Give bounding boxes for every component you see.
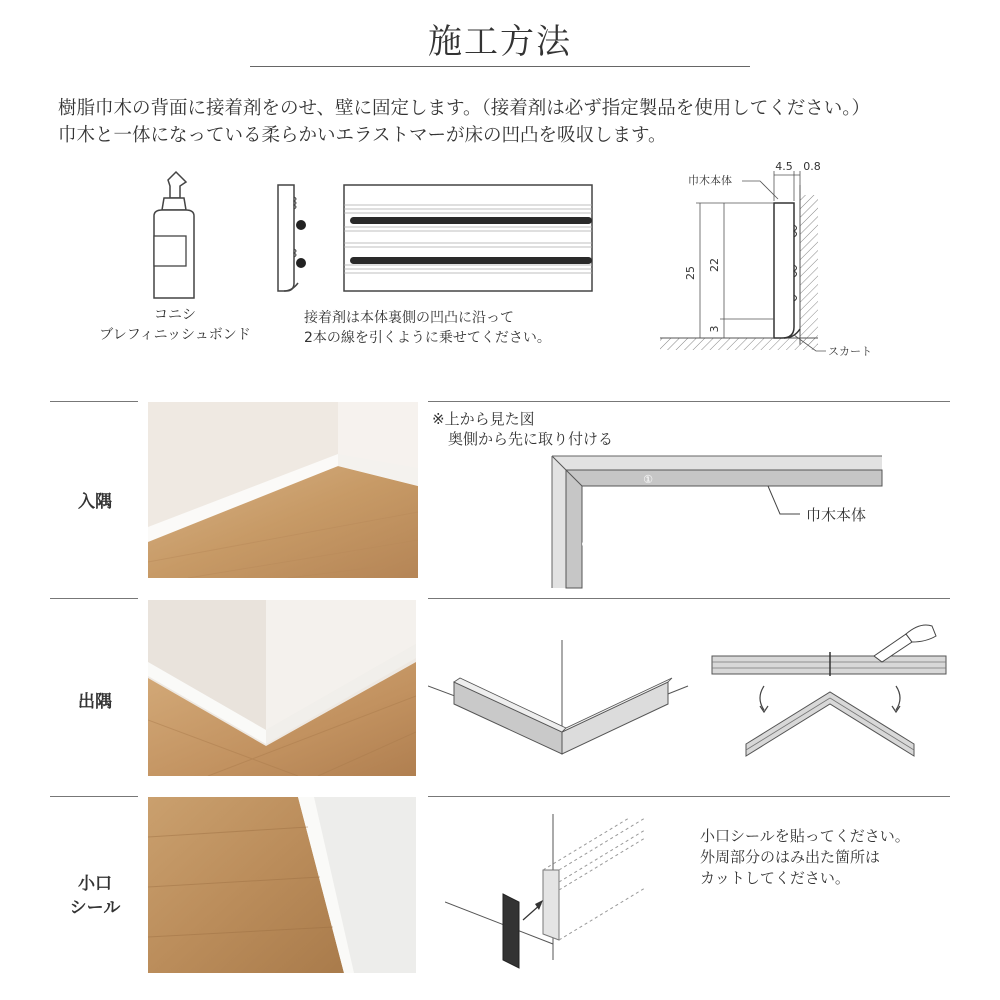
- intro-text: [58, 95, 870, 149]
- end-seal-photo: [148, 797, 416, 973]
- row-rule-outer-left: [50, 598, 138, 599]
- baseboard-profile-illustration: [270, 183, 315, 293]
- dim-4-5-label: 4.5: [775, 160, 793, 173]
- inner-corner-note-line-2: 奥側から先に取り付ける: [448, 430, 614, 448]
- inner-corner-photo: [148, 402, 418, 578]
- end-seal-diagram: [445, 810, 665, 970]
- row-rule-seal-right: [428, 796, 950, 797]
- bead-caption-line-1: 接着剤は本体裏側の凹凸に沿って: [304, 310, 514, 326]
- dim-0-8-label: 0.8: [803, 160, 821, 173]
- section-skirt-label: スカート: [828, 345, 872, 358]
- adhesive-caption-line-2: ブレフィニッシュボンド: [99, 327, 251, 343]
- title-underline: [250, 66, 750, 67]
- dim-3-label: 3: [708, 325, 721, 333]
- end-seal-text-line-3: カットしてください。: [700, 869, 850, 887]
- dim-22-label: 22: [708, 258, 721, 272]
- inner-corner-body-label: 巾木本体: [806, 506, 867, 524]
- cross-section-diagram: [650, 155, 910, 370]
- end-seal-label-line-2: シール: [69, 898, 121, 918]
- inner-corner-label: 入隅: [78, 492, 112, 512]
- inner-corner-num-1: ①: [643, 473, 653, 486]
- bead-caption: [304, 308, 551, 348]
- adhesive-bottle-illustration: [140, 170, 210, 305]
- end-seal-instructions: [700, 826, 910, 889]
- row-rule-seal-left: [50, 796, 138, 797]
- row-rule-outer-right: [428, 598, 950, 599]
- adhesive-caption-line-1: コニシ: [154, 307, 196, 323]
- inner-corner-note: [432, 409, 613, 449]
- end-seal-text-line-2: 外周部分のはみ出た箇所は: [700, 848, 881, 866]
- adhesive-caption: [80, 305, 270, 345]
- outer-corner-photo: [148, 600, 416, 776]
- outer-corner-perspective-diagram: [428, 636, 690, 766]
- inner-corner-num-2: ②: [581, 538, 591, 551]
- intro-line-1: 樹脂巾木の背面に接着剤をのせ、壁に固定します。（接着剤は必ず指定製品を使用してください。）: [58, 98, 870, 119]
- end-seal-label-line-1: 小口: [78, 874, 112, 894]
- outer-corner-fold-diagram: [706, 620, 952, 768]
- inner-corner-note-line-1: ※上から見た図: [432, 410, 535, 428]
- row-rule-inner-left: [50, 401, 138, 402]
- dim-25-label: 25: [684, 266, 697, 280]
- baseboard-back-illustration: [342, 183, 594, 293]
- end-seal-label: [50, 872, 140, 920]
- end-seal-text-line-1: 小口シールを貼ってください。: [700, 827, 910, 845]
- page-title: 施工方法: [428, 22, 572, 62]
- outer-corner-label: 出隅: [78, 692, 112, 712]
- row-rule-inner-right: [428, 401, 950, 402]
- section-body-label: 巾木本体: [688, 174, 732, 187]
- intro-line-2: 巾木と一体になっている柔らかいエラストマーが床の凹凸を吸収します。: [58, 125, 667, 146]
- bead-caption-line-2: 2本の線を引くように乗せてください。: [304, 330, 551, 346]
